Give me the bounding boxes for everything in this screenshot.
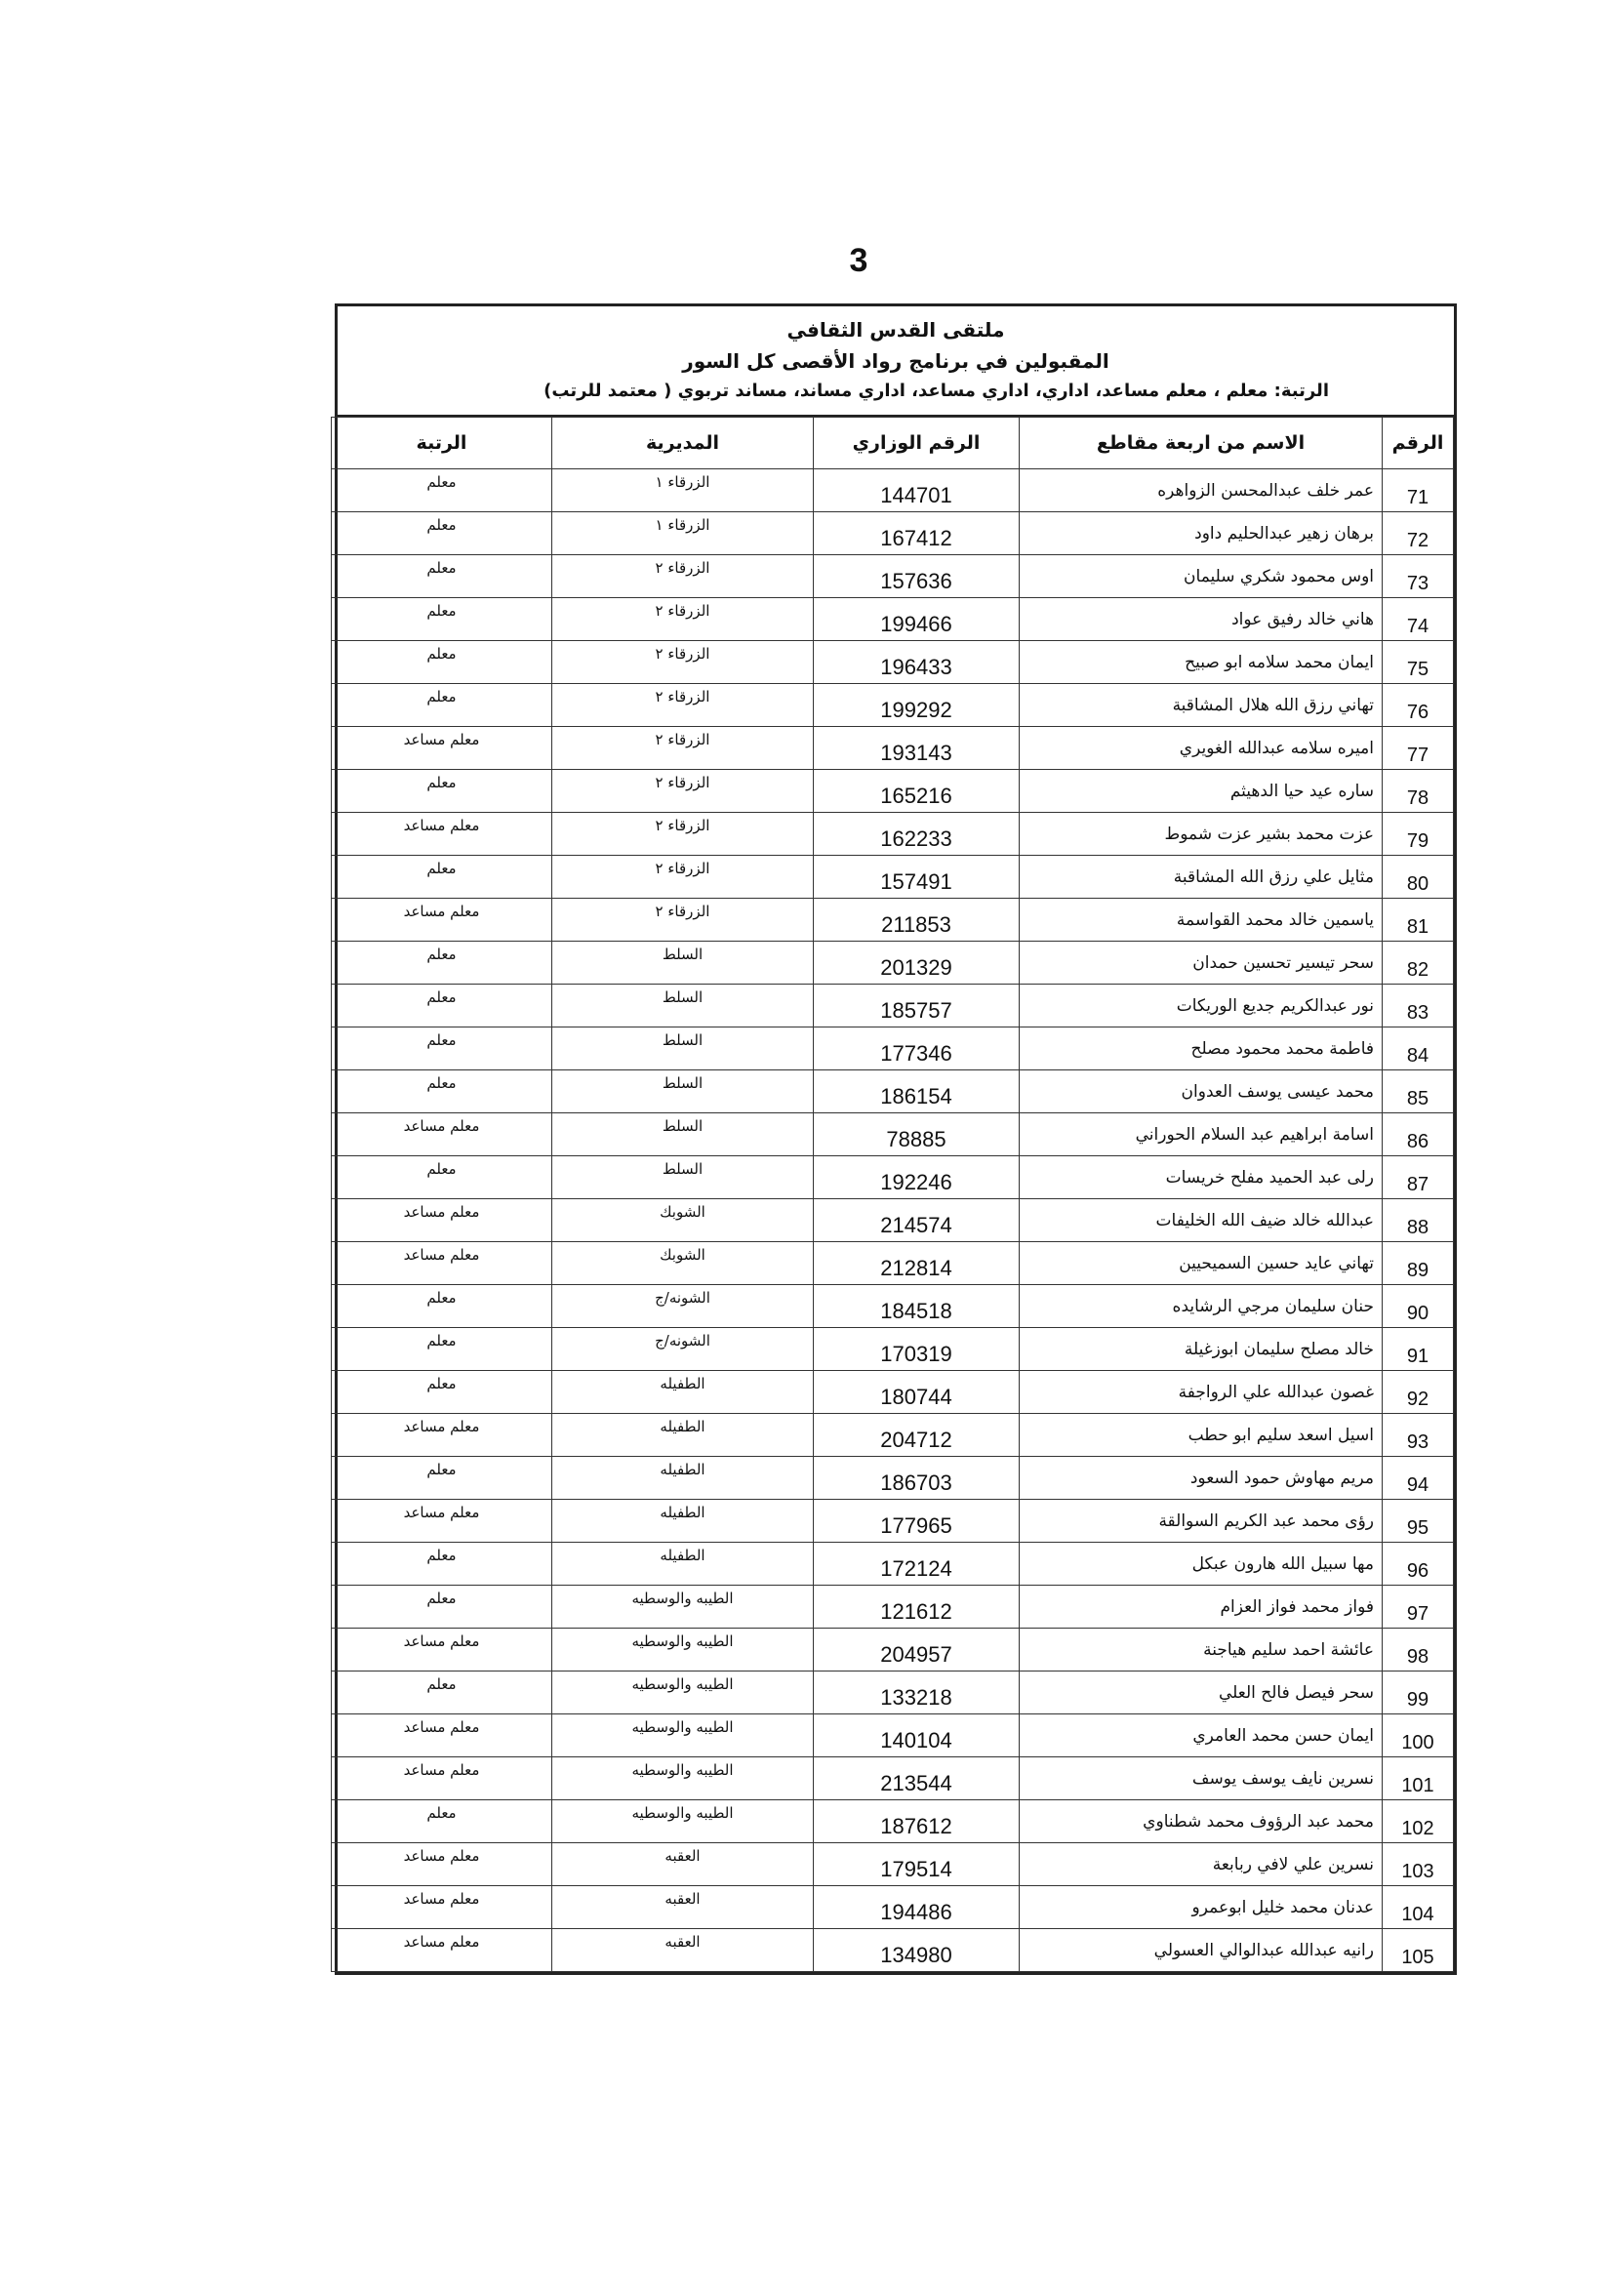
row-number: 82 bbox=[1383, 942, 1454, 985]
row-rank: معلم bbox=[332, 1070, 552, 1113]
row-ministry-id: 172124 bbox=[814, 1543, 1020, 1586]
row-number: 77 bbox=[1383, 727, 1454, 770]
table-row bbox=[332, 1543, 1454, 1586]
row-ministry-id: 133218 bbox=[814, 1672, 1020, 1714]
row-ministry-id: 179514 bbox=[814, 1843, 1020, 1886]
row-rank: معلم مساعد bbox=[332, 1757, 552, 1800]
page-number: 3 bbox=[849, 242, 868, 279]
row-directorate: الطيبه والوسطيه bbox=[552, 1672, 814, 1714]
row-ministry-id: 144701 bbox=[814, 469, 1020, 512]
row-directorate: السلط bbox=[552, 985, 814, 1027]
row-rank: معلم مساعد bbox=[332, 1843, 552, 1886]
row-rank: معلم bbox=[332, 555, 552, 598]
row-ministry-id: 185757 bbox=[814, 985, 1020, 1027]
accepted-list-sheet bbox=[335, 303, 1457, 1975]
row-rank: معلم bbox=[332, 1328, 552, 1371]
row-ministry-id: 140104 bbox=[814, 1714, 1020, 1757]
row-number: 73 bbox=[1383, 555, 1454, 598]
row-number: 74 bbox=[1383, 598, 1454, 641]
row-directorate: الطفيله bbox=[552, 1371, 814, 1414]
row-directorate: الطيبه والوسطيه bbox=[552, 1757, 814, 1800]
row-ministry-id: 213544 bbox=[814, 1757, 1020, 1800]
table-row bbox=[332, 985, 1454, 1027]
row-number: 92 bbox=[1383, 1371, 1454, 1414]
row-number: 81 bbox=[1383, 899, 1454, 942]
row-ministry-id: 180744 bbox=[814, 1371, 1020, 1414]
row-rank: معلم bbox=[332, 598, 552, 641]
document-subtitle: المقبولين في برنامج رواد الأقصى كل السور bbox=[682, 349, 1109, 373]
row-directorate: الزرقاء ١ bbox=[552, 469, 814, 512]
row-ministry-id: 186154 bbox=[814, 1070, 1020, 1113]
row-directorate: العقبه bbox=[552, 1843, 814, 1886]
table-header-row bbox=[332, 418, 1454, 469]
row-rank: معلم مساعد bbox=[332, 1629, 552, 1672]
row-number: 90 bbox=[1383, 1285, 1454, 1328]
row-directorate: الطيبه والوسطيه bbox=[552, 1586, 814, 1629]
row-rank: معلم bbox=[332, 770, 552, 813]
row-number: 97 bbox=[1383, 1586, 1454, 1629]
row-ministry-id: 212814 bbox=[814, 1242, 1020, 1285]
row-rank: معلم bbox=[332, 469, 552, 512]
row-number: 104 bbox=[1383, 1886, 1454, 1929]
table-row bbox=[332, 1113, 1454, 1156]
row-name: نور عبدالكريم جديع الوريكات bbox=[1020, 985, 1383, 1027]
row-ministry-id: 78885 bbox=[814, 1113, 1020, 1156]
row-ministry-id: 199466 bbox=[814, 598, 1020, 641]
table-row bbox=[332, 1027, 1454, 1070]
table-row bbox=[332, 942, 1454, 985]
row-number: 93 bbox=[1383, 1414, 1454, 1457]
row-number: 94 bbox=[1383, 1457, 1454, 1500]
row-ministry-id: 196433 bbox=[814, 641, 1020, 684]
row-name: فاطمة محمد محمود مصلح bbox=[1020, 1027, 1383, 1070]
row-directorate: الشوبك bbox=[552, 1199, 814, 1242]
row-directorate: الشوبك bbox=[552, 1242, 814, 1285]
row-ministry-id: 157636 bbox=[814, 555, 1020, 598]
row-directorate: الطيبه والوسطيه bbox=[552, 1714, 814, 1757]
row-number: 102 bbox=[1383, 1800, 1454, 1843]
row-name: هاني خالد رفيق عواد bbox=[1020, 598, 1383, 641]
row-name: رانيه عبدالله عبدالوالي العسولي bbox=[1020, 1929, 1383, 1972]
row-rank: معلم bbox=[332, 684, 552, 727]
document-title: ملتقى القدس الثقافي bbox=[786, 318, 1005, 342]
row-ministry-id: 204957 bbox=[814, 1629, 1020, 1672]
row-number: 84 bbox=[1383, 1027, 1454, 1070]
row-ministry-id: 162233 bbox=[814, 813, 1020, 856]
row-directorate: الزرقاء ٢ bbox=[552, 555, 814, 598]
row-ministry-id: 193143 bbox=[814, 727, 1020, 770]
table-body bbox=[332, 469, 1454, 1972]
row-name: مريم مهاوش حمود السعود bbox=[1020, 1457, 1383, 1500]
table-row bbox=[332, 1929, 1454, 1972]
ranks-line: الرتبة: معلم ، معلم مساعد، اداري، اداري مساعد، اداري مساند، مساند تربوي ( معتمد للرتب) bbox=[543, 381, 1329, 401]
row-directorate: الطيبه والوسطيه bbox=[552, 1800, 814, 1843]
row-ministry-id: 186703 bbox=[814, 1457, 1020, 1500]
accepted-table bbox=[331, 417, 1454, 1972]
row-number: 89 bbox=[1383, 1242, 1454, 1285]
row-name: ايمان محمد سلامه ابو صبيح bbox=[1020, 641, 1383, 684]
table-row bbox=[332, 1843, 1454, 1886]
row-name: تهاني رزق الله هلال المشاقبة bbox=[1020, 684, 1383, 727]
row-directorate: الزرقاء ٢ bbox=[552, 856, 814, 899]
row-number: 80 bbox=[1383, 856, 1454, 899]
row-name: غصون عبدالله علي الرواجفة bbox=[1020, 1371, 1383, 1414]
row-number: 96 bbox=[1383, 1543, 1454, 1586]
row-name: عمر خلف عبدالمحسن الزواهره bbox=[1020, 469, 1383, 512]
row-name: محمد عيسى يوسف العدوان bbox=[1020, 1070, 1383, 1113]
row-name: نسرين علي لافي ربابعة bbox=[1020, 1843, 1383, 1886]
row-name: فواز محمد فواز العزام bbox=[1020, 1586, 1383, 1629]
row-rank: معلم مساعد bbox=[332, 1886, 552, 1929]
row-ministry-id: 177346 bbox=[814, 1027, 1020, 1070]
row-name: خالد مصلح سليمان ابوزغيلة bbox=[1020, 1328, 1383, 1371]
row-directorate: الطفيله bbox=[552, 1457, 814, 1500]
row-name: اسامة ابراهيم عبد السلام الحوراني bbox=[1020, 1113, 1383, 1156]
table-row bbox=[332, 1757, 1454, 1800]
row-rank: معلم bbox=[332, 1672, 552, 1714]
row-number: 79 bbox=[1383, 813, 1454, 856]
row-name: اوس محمود شكري سليمان bbox=[1020, 555, 1383, 598]
row-rank: معلم bbox=[332, 1285, 552, 1328]
table-row bbox=[332, 684, 1454, 727]
row-ministry-id: 167412 bbox=[814, 512, 1020, 555]
row-number: 95 bbox=[1383, 1500, 1454, 1543]
row-name: عدنان محمد خليل ابوعمرو bbox=[1020, 1886, 1383, 1929]
table-row bbox=[332, 1457, 1454, 1500]
table-row bbox=[332, 899, 1454, 942]
row-name: سحر تيسير تحسين حمدان bbox=[1020, 942, 1383, 985]
row-directorate: السلط bbox=[552, 942, 814, 985]
row-number: 91 bbox=[1383, 1328, 1454, 1371]
row-number: 99 bbox=[1383, 1672, 1454, 1714]
row-name: حنان سليمان مرجي الرشايده bbox=[1020, 1285, 1383, 1328]
row-ministry-id: 204712 bbox=[814, 1414, 1020, 1457]
document-header bbox=[338, 306, 1454, 417]
row-number: 72 bbox=[1383, 512, 1454, 555]
row-ministry-id: 187612 bbox=[814, 1800, 1020, 1843]
row-rank: معلم bbox=[332, 1457, 552, 1500]
row-rank: معلم مساعد bbox=[332, 727, 552, 770]
row-ministry-id: 214574 bbox=[814, 1199, 1020, 1242]
row-directorate: الزرقاء ٢ bbox=[552, 899, 814, 942]
row-number: 76 bbox=[1383, 684, 1454, 727]
row-number: 105 bbox=[1383, 1929, 1454, 1972]
row-ministry-id: 121612 bbox=[814, 1586, 1020, 1629]
row-name: عزت محمد بشير عزت شموط bbox=[1020, 813, 1383, 856]
table-row bbox=[332, 813, 1454, 856]
row-rank: معلم bbox=[332, 641, 552, 684]
row-name: عائشة احمد سليم هياجنة bbox=[1020, 1629, 1383, 1672]
row-number: 87 bbox=[1383, 1156, 1454, 1199]
column-header-num: الرقم bbox=[1383, 418, 1454, 469]
row-rank: معلم bbox=[332, 856, 552, 899]
row-name: سحر فيصل فالح العلي bbox=[1020, 1672, 1383, 1714]
row-rank: معلم bbox=[332, 1586, 552, 1629]
row-rank: معلم مساعد bbox=[332, 1242, 552, 1285]
row-number: 101 bbox=[1383, 1757, 1454, 1800]
table-row bbox=[332, 1629, 1454, 1672]
row-ministry-id: 199292 bbox=[814, 684, 1020, 727]
row-name: مها سبيل الله هارون عبكل bbox=[1020, 1543, 1383, 1586]
row-rank: معلم مساعد bbox=[332, 1500, 552, 1543]
table-row bbox=[332, 727, 1454, 770]
row-ministry-id: 170319 bbox=[814, 1328, 1020, 1371]
row-ministry-id: 177965 bbox=[814, 1500, 1020, 1543]
row-name: برهان زهير عبدالحليم داود bbox=[1020, 512, 1383, 555]
row-name: اميره سلامه عبدالله الغويري bbox=[1020, 727, 1383, 770]
table-row bbox=[332, 1328, 1454, 1371]
row-name: تهاني عايد حسين السميحيين bbox=[1020, 1242, 1383, 1285]
row-ministry-id: 192246 bbox=[814, 1156, 1020, 1199]
table-row bbox=[332, 1070, 1454, 1113]
table-row bbox=[332, 1586, 1454, 1629]
row-directorate: السلط bbox=[552, 1027, 814, 1070]
row-ministry-id: 194486 bbox=[814, 1886, 1020, 1929]
row-rank: معلم bbox=[332, 942, 552, 985]
table-row bbox=[332, 1199, 1454, 1242]
row-rank: معلم bbox=[332, 1800, 552, 1843]
row-ministry-id: 157491 bbox=[814, 856, 1020, 899]
row-directorate: العقبه bbox=[552, 1929, 814, 1972]
column-header-rank: الرتبة bbox=[332, 418, 552, 469]
row-number: 83 bbox=[1383, 985, 1454, 1027]
column-header-name: الاسم من اربعة مقاطع bbox=[1020, 418, 1383, 469]
table-row bbox=[332, 641, 1454, 684]
table-row bbox=[332, 1800, 1454, 1843]
row-name: عبدالله خالد ضيف الله الخليفات bbox=[1020, 1199, 1383, 1242]
row-directorate: الزرقاء ٢ bbox=[552, 684, 814, 727]
table-row bbox=[332, 1672, 1454, 1714]
row-rank: معلم bbox=[332, 1371, 552, 1414]
row-directorate: الزرقاء ٢ bbox=[552, 770, 814, 813]
row-number: 78 bbox=[1383, 770, 1454, 813]
row-rank: معلم bbox=[332, 512, 552, 555]
row-name: مثايل علي رزق الله المشاقبة bbox=[1020, 856, 1383, 899]
row-ministry-id: 211853 bbox=[814, 899, 1020, 942]
row-directorate: الزرقاء ٢ bbox=[552, 727, 814, 770]
table-row bbox=[332, 1242, 1454, 1285]
row-rank: معلم مساعد bbox=[332, 1414, 552, 1457]
row-name: ساره عيد حيا الدهيثم bbox=[1020, 770, 1383, 813]
row-directorate: الشونه/ج bbox=[552, 1328, 814, 1371]
row-name: اسيل اسعد سليم ابو حطب bbox=[1020, 1414, 1383, 1457]
row-ministry-id: 184518 bbox=[814, 1285, 1020, 1328]
row-name: رلى عبد الحميد مفلح خريسات bbox=[1020, 1156, 1383, 1199]
row-rank: معلم bbox=[332, 985, 552, 1027]
table-row bbox=[332, 555, 1454, 598]
row-rank: معلم bbox=[332, 1027, 552, 1070]
row-directorate: الطفيله bbox=[552, 1414, 814, 1457]
row-directorate: السلط bbox=[552, 1113, 814, 1156]
row-number: 75 bbox=[1383, 641, 1454, 684]
row-directorate: العقبه bbox=[552, 1886, 814, 1929]
table-row bbox=[332, 770, 1454, 813]
row-ministry-id: 165216 bbox=[814, 770, 1020, 813]
row-name: ياسمين خالد محمد القواسمة bbox=[1020, 899, 1383, 942]
column-header-directorate: المديرية bbox=[552, 418, 814, 469]
row-rank: معلم مساعد bbox=[332, 1199, 552, 1242]
table-row bbox=[332, 856, 1454, 899]
row-ministry-id: 201329 bbox=[814, 942, 1020, 985]
table-row bbox=[332, 512, 1454, 555]
table-row bbox=[332, 1371, 1454, 1414]
row-directorate: الطيبه والوسطيه bbox=[552, 1629, 814, 1672]
table-row bbox=[332, 1500, 1454, 1543]
row-number: 98 bbox=[1383, 1629, 1454, 1672]
row-rank: معلم مساعد bbox=[332, 1113, 552, 1156]
table-row bbox=[332, 1714, 1454, 1757]
row-name: ايمان حسن محمد العامري bbox=[1020, 1714, 1383, 1757]
row-directorate: السلط bbox=[552, 1156, 814, 1199]
row-directorate: الشونه/ج bbox=[552, 1285, 814, 1328]
row-directorate: الطفيله bbox=[552, 1500, 814, 1543]
row-number: 86 bbox=[1383, 1113, 1454, 1156]
row-directorate: الزرقاء ٢ bbox=[552, 813, 814, 856]
row-rank: معلم مساعد bbox=[332, 899, 552, 942]
row-directorate: الطفيله bbox=[552, 1543, 814, 1586]
row-rank: معلم bbox=[332, 1156, 552, 1199]
table-row bbox=[332, 1886, 1454, 1929]
row-number: 103 bbox=[1383, 1843, 1454, 1886]
table-row bbox=[332, 1156, 1454, 1199]
row-rank: معلم مساعد bbox=[332, 813, 552, 856]
row-rank: معلم مساعد bbox=[332, 1929, 552, 1972]
row-directorate: الزرقاء ٢ bbox=[552, 598, 814, 641]
table-row bbox=[332, 469, 1454, 512]
row-directorate: السلط bbox=[552, 1070, 814, 1113]
row-rank: معلم bbox=[332, 1543, 552, 1586]
row-directorate: الزرقاء ١ bbox=[552, 512, 814, 555]
row-number: 85 bbox=[1383, 1070, 1454, 1113]
row-name: رؤى محمد عبد الكريم السوالقة bbox=[1020, 1500, 1383, 1543]
row-name: محمد عبد الرؤوف محمد شطناوي bbox=[1020, 1800, 1383, 1843]
row-ministry-id: 134980 bbox=[814, 1929, 1020, 1972]
row-name: نسرين نايف يوسف يوسف bbox=[1020, 1757, 1383, 1800]
table-row bbox=[332, 1414, 1454, 1457]
table-row bbox=[332, 1285, 1454, 1328]
row-number: 100 bbox=[1383, 1714, 1454, 1757]
column-header-id: الرقم الوزاري bbox=[814, 418, 1020, 469]
row-number: 71 bbox=[1383, 469, 1454, 512]
row-rank: معلم مساعد bbox=[332, 1714, 552, 1757]
row-number: 88 bbox=[1383, 1199, 1454, 1242]
table-row bbox=[332, 598, 1454, 641]
row-directorate: الزرقاء ٢ bbox=[552, 641, 814, 684]
